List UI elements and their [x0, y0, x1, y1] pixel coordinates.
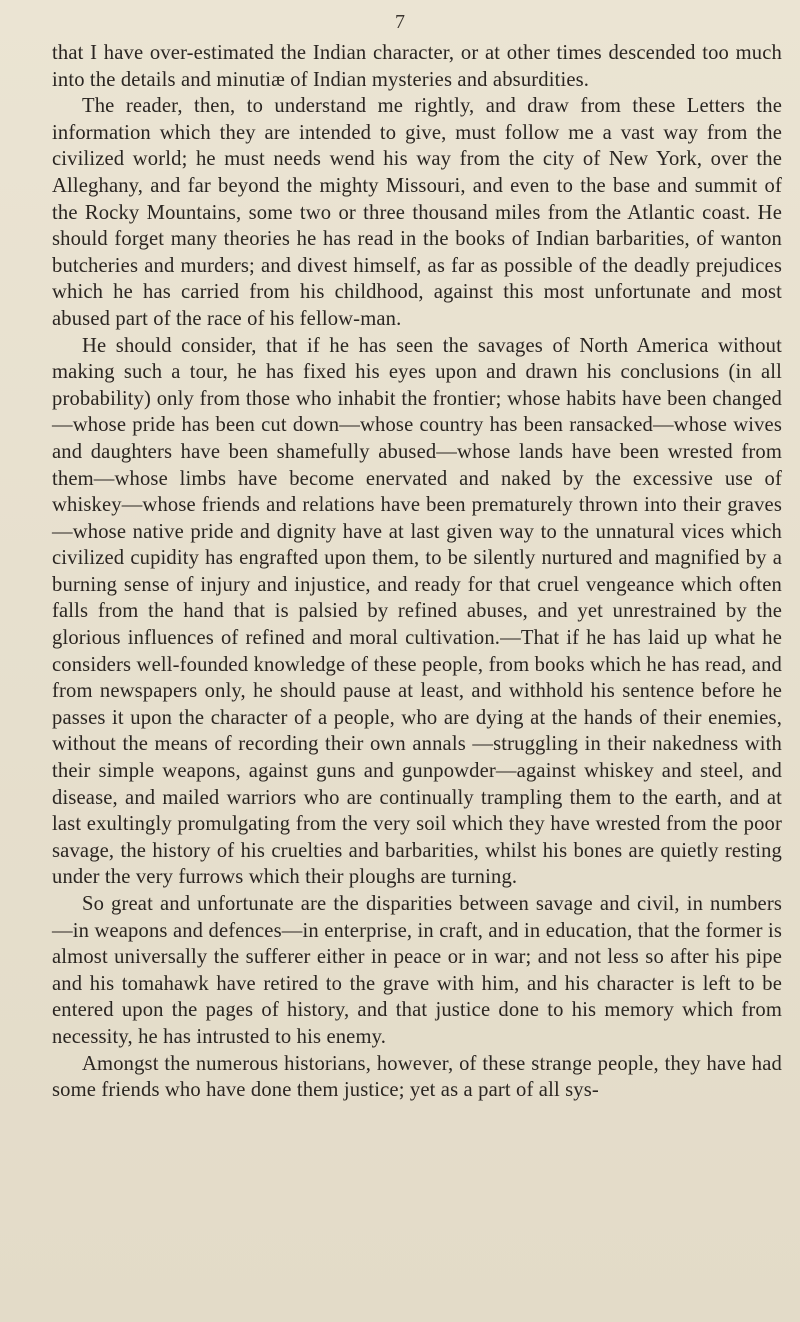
- paragraph-reader: The reader, then, to understand me rightly, and draw from these Letters the information which they are intended to give, must follow me a vast way from the civilized world; he must needs wend his way from the city of New York, over the Alleghany, and far beyond the mighty Missouri, and even to the base and summit of the Rocky Mountains, some two or three thousand miles from the Atlantic coast. He should forget many theories he has read in the books of Indian barbarities, of wanton butcheries and murders; and divest himself, as far as possible of the deadly prejudices which he has carried from his childhood, against this most unfortunate and most abused part of the race of his fellow-man.: [52, 95, 782, 330]
- body-text: [52, 40, 782, 1104]
- page-number: 7: [395, 11, 405, 33]
- paragraph-disparities: So great and unfortunate are the disparities between savage and civil, in numbers—in weapons and defences—in enterprise, in craft, and in education, that the former is almost universally the sufferer either in peace or in war; and not less so after his pipe and his tomahawk have retired to the grave with him, and his character is left to be entered upon the pages of history, and that justice done to his memory which from necessity, he has intrusted to his enemy.: [52, 893, 782, 1048]
- paragraph-historians: Amongst the numerous historians, however, of these strange people, they have had some friends who have done them justice; yet as a part of all sys-: [52, 1052, 782, 1102]
- paragraph-continued: that I have over-estimated the Indian character, or at other times descended too much into the details and minutiæ of Indian mysteries and absurdities.: [52, 42, 782, 91]
- paragraph-consider: He should consider, that if he has seen the savages of North America without making such a tour, he has fixed his eyes upon and drawn his conclusions (in all probability) only from those who inhabit the frontier; whose habits have been changed—whose pride has been cut down—whose country has been ransacked—whose wives and daughters have been shamefully abused—whose lands have been wrested from them—whose limbs have become enervated and naked by the excessive use of whiskey—whose friends and relations have been prematurely thrown into their graves—whose native pride and dignity have at last given way to the unnatural vices which civilized cupidity has engrafted upon them, to be silently nurtured and magnified by a burning sense of injury and injustice, and ready for that cruel vengeance which often falls from the hand that is palsied by refined abuses, and yet unrestrained by the glorious influences of refined and moral cultivation.—That if he has laid up what he considers well-founded knowledge of these people, from books which he has read, and from newspapers only, he should pause at least, and withhold his sentence before he passes it upon the character of a people, who are dying at the hands of their enemies, without the means of recording their own annals —struggling in their nakedness with their simple weapons, against guns and gunpowder—against whiskey and steel, and disease, and mailed warriors who are continually trampling them to the earth, and at last exultingly promulgating from the very soil which they have wrested from the poor savage, the history of his cruelties and barbarities, whilst his bones are quietly resting under the very furrows which their ploughs are turning.: [52, 334, 782, 889]
